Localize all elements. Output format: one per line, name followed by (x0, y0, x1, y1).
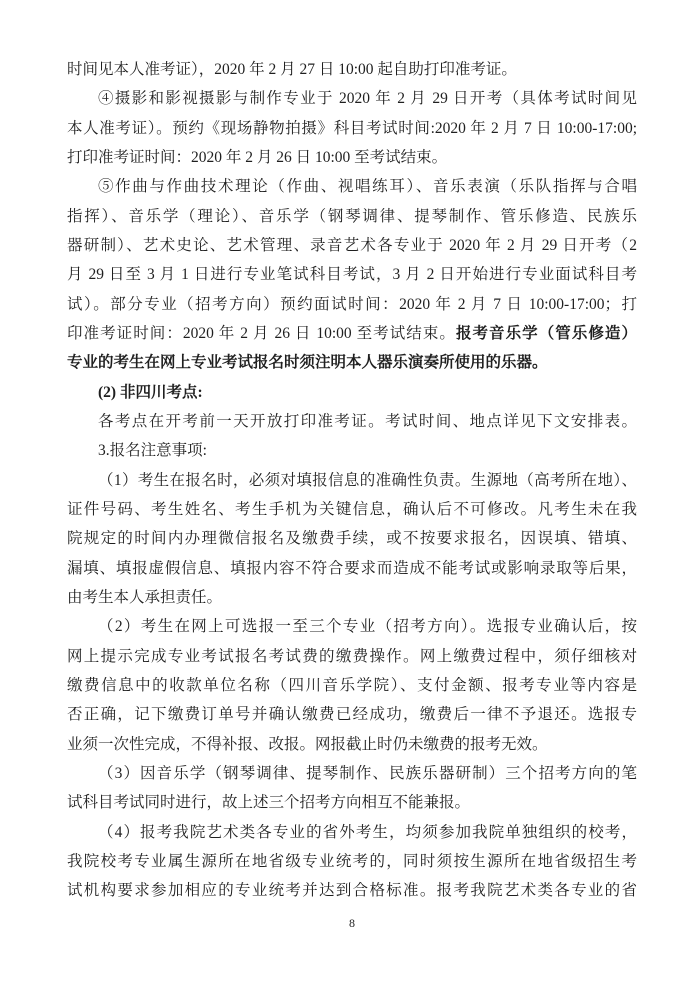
text-line (67, 700, 637, 729)
text-segment: 试机构要求参加相应的专业统考并达到合格标准。报考我院艺术类各专业的省 (67, 882, 637, 900)
text-line (67, 407, 637, 436)
text-line (67, 612, 637, 641)
text-line (67, 788, 637, 817)
text-line (67, 466, 637, 495)
text-segment: 院规定的时间内办理微信报名及缴费手续，或不按要求报名，因误填、错填、 (67, 530, 637, 548)
text-segment: 由考生本人承担责任。 (67, 588, 223, 606)
text-segment: 证件号码、考生姓名、考生手机为关键信息，确认后不可修改。凡考生未在我 (67, 500, 637, 518)
text-line (67, 290, 637, 319)
text-segment: (2) 非四川考点: (98, 383, 203, 401)
text-segment: 否正确，记下缴费订单号并确认缴费已经成功，缴费后一律不予退还。选报专 (67, 706, 637, 724)
text-segment: （3）因音乐学（钢琴调律、提琴制作、民族乐器研制）三个招考方向的笔 (98, 764, 637, 782)
text-line (67, 642, 637, 671)
text-segment: ④摄影和影视摄影与制作专业于 2020 年 2 月 29 日开考（具体考试时间见 (98, 90, 637, 108)
text-line (67, 495, 637, 524)
text-segment: 业须一次性完成，不得补报、改报。网报截止时仍未缴费的报考无效。 (67, 735, 548, 753)
text-segment: 专业的考生在网上专业考试报名时须注明本人器乐演奏所使用的乐器。 (67, 354, 548, 372)
text-line (67, 583, 637, 612)
text-segment: 试科目考试同时进行，故上述三个招考方向相互不能兼报。 (67, 794, 471, 812)
text-segment: （1）考生在报名时，必须对填报信息的准确性负责。生源地（高考所在地）、 (98, 471, 637, 489)
text-segment: 印准考证时间：2020 年 2 月 26 日 10:00 至考试结束。 (67, 324, 456, 342)
text-segment: 时间见本人准考证），2020 年 2 月 27 日 10:00 起自助打印准考证。 (67, 61, 517, 78)
text-segment: 各考点在开考前一天开放打印准考证。考试时间、地点详见下文安排表。 (98, 412, 637, 430)
text-segment: 本人准考证）。预约《现场静物拍摄》科目考试时间:2020 年 2 月 7 日 10:00-17:00; (67, 119, 637, 137)
text-segment: 漏填、填报虚假信息、填报内容不符合要求而造成不能考试或影响录取等后果， (67, 559, 637, 577)
text-line (67, 143, 637, 172)
text-segment: （2）考生在网上可选报一至三个专业（招考方向）。选报专业确认后，按 (98, 618, 637, 636)
text-line (67, 172, 637, 201)
text-line (67, 114, 637, 143)
text-segment: 缴费信息中的收款单位名称（四川音乐学院）、支付金额、报考专业等内容是 (67, 676, 637, 694)
text-line (67, 671, 637, 700)
text-line (67, 260, 637, 289)
text-segment: 我院校考专业属生源所在地省级专业统考的，同时须按生源所在地省级招生考 (67, 852, 637, 870)
document-body (67, 55, 637, 906)
text-line (67, 524, 637, 553)
text-line (67, 348, 637, 377)
page-number: 8 (349, 916, 355, 930)
text-segment: 指挥）、音乐学（理论）、音乐学（钢琴调律、提琴制作、管乐修造、民族乐 (67, 207, 637, 225)
text-line (67, 202, 637, 231)
text-segment: 试）。部分专业（招考方向）预约面试时间：2020 年 2 月 7 日 10:00-17:00；打 (67, 295, 637, 313)
text-segment: 器研制）、艺术史论、艺术管理、录音艺术各专业于 2020 年 2 月 29 日开考（2 (67, 236, 637, 254)
text-line (67, 759, 637, 788)
text-segment: （4）报考我院艺术类各专业的省外考生，均须参加我院单独组织的校考， (98, 823, 637, 841)
text-line (67, 847, 637, 876)
text-line (67, 818, 637, 847)
text-segment: ⑤作曲与作曲技术理论（作曲、视唱练耳）、音乐表演（乐队指挥与合唱 (98, 178, 637, 196)
text-line (67, 876, 637, 905)
text-line (67, 84, 637, 113)
text-segment: 网上提示完成专业考试报名考试费的缴费操作。网上缴费过程中，须仔细核对 (67, 647, 637, 665)
text-line (67, 55, 637, 84)
text-segment: 报考音乐学（管乐修造） (455, 324, 637, 342)
text-line (67, 378, 637, 407)
text-line (67, 436, 637, 465)
text-segment: 打印准考证时间：2020 年 2 月 26 日 10:00 至考试结束。 (67, 148, 448, 166)
page-footer (67, 916, 637, 931)
text-segment: 月 29 日至 3 月 1 日进行专业笔试科目考试，3 月 2 日开始进行专业面试科目考 (67, 266, 637, 284)
text-line (67, 730, 637, 759)
text-line (67, 554, 637, 583)
text-line (67, 319, 637, 348)
text-segment: 3.报名注意事项: (98, 442, 207, 460)
text-line (67, 231, 637, 260)
